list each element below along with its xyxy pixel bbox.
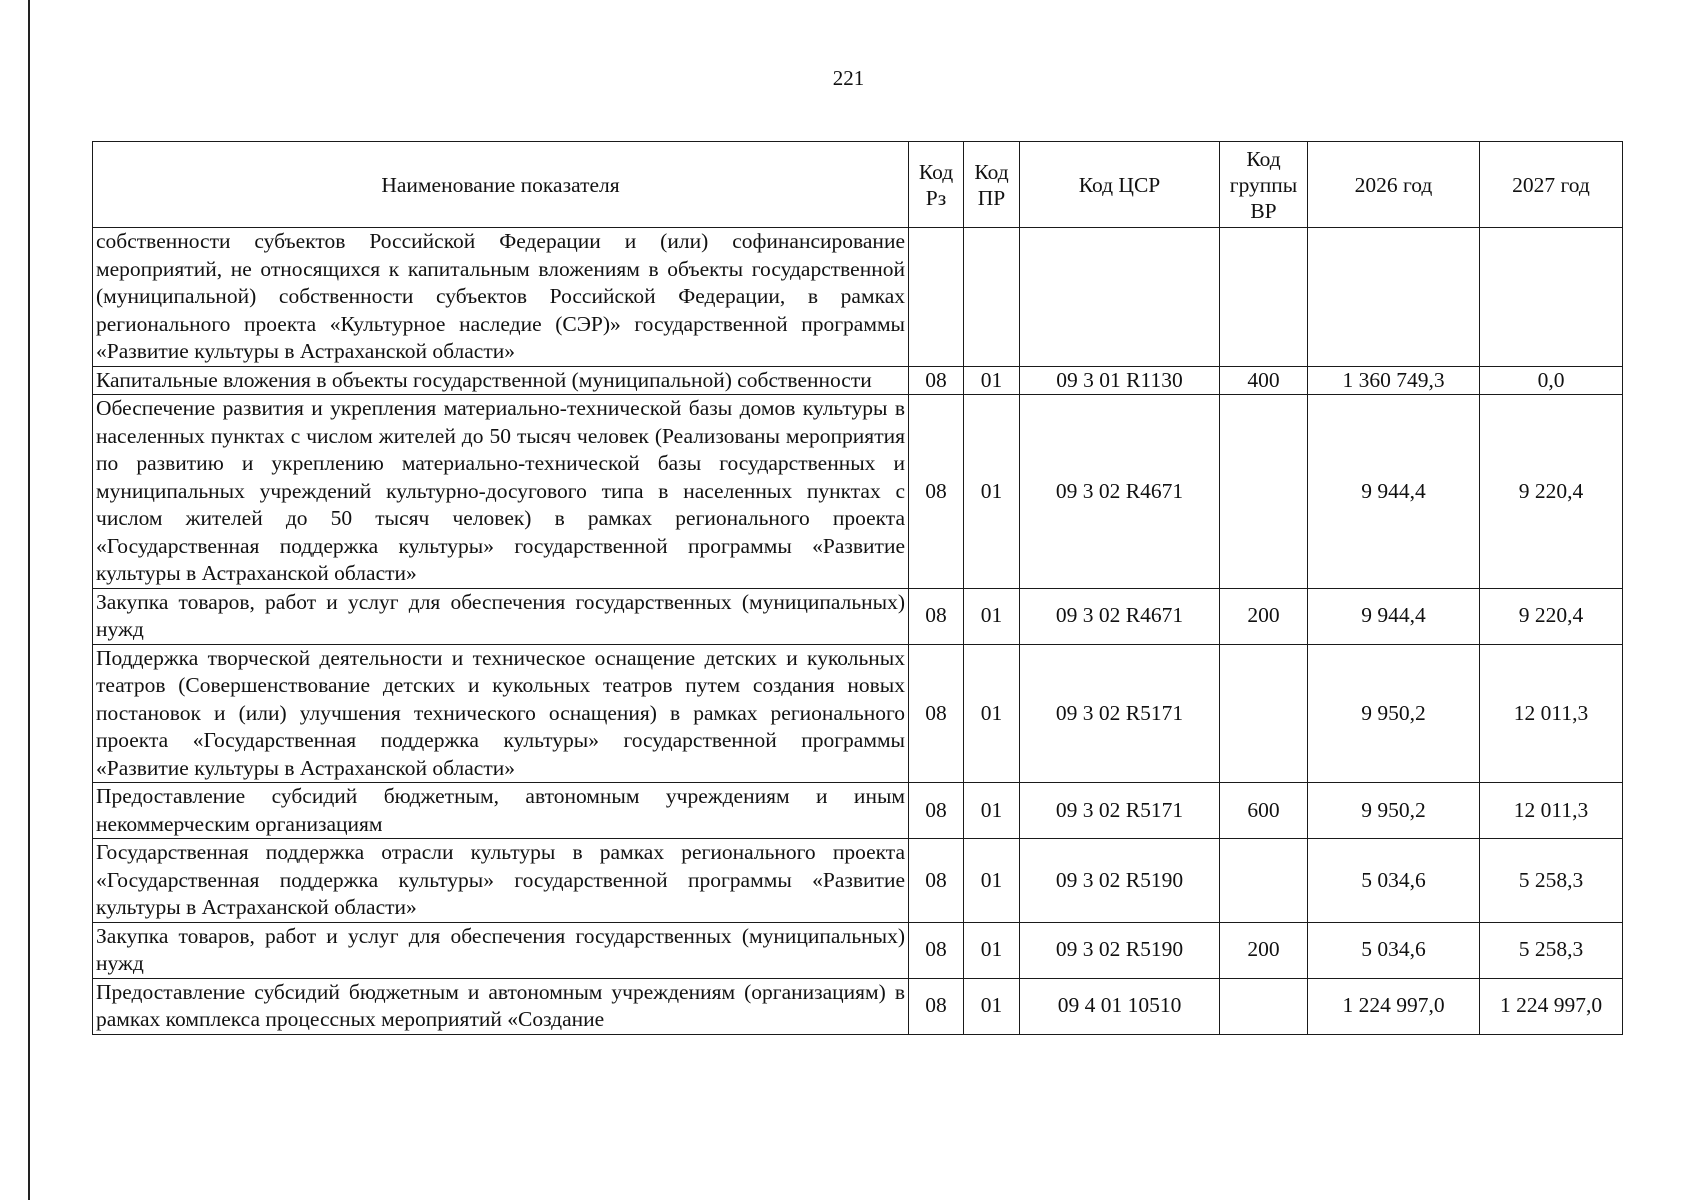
row-vr-cell: 600 [1220,783,1308,839]
row-2026-cell: 5 034,6 [1308,839,1480,923]
row-pr-cell: 01 [964,366,1020,395]
header-rz: Код Рз [909,142,964,228]
row-vr-cell [1220,644,1308,783]
row-2026-cell: 9 950,2 [1308,783,1480,839]
header-2027: 2027 год [1480,142,1623,228]
row-2026-cell: 1 224 997,0 [1308,978,1480,1034]
table-row [93,839,1623,923]
row-pr-cell: 01 [964,922,1020,978]
row-vr-cell [1220,395,1308,589]
table-row [93,978,1623,1034]
row-name-cell: Государственная поддержка отрасли культуры в рамках регионального проекта «Государственная поддержка культуры» государственной программы «Развитие культуры в Астраханской области» [93,839,909,923]
table-row [93,366,1623,395]
row-csr-cell: 09 3 02 R5190 [1020,839,1220,923]
row-vr-cell: 200 [1220,922,1308,978]
row-vr-cell [1220,228,1308,367]
row-pr-cell [964,228,1020,367]
row-rz-cell: 08 [909,588,964,644]
table-row [93,588,1623,644]
row-2026-cell: 1 360 749,3 [1308,366,1480,395]
row-rz-cell: 08 [909,978,964,1034]
header-2026: 2026 год [1308,142,1480,228]
row-rz-cell: 08 [909,839,964,923]
row-name-cell: Капитальные вложения в объекты государственной (муниципальной) собственности [93,366,909,395]
header-pr: Код ПР [964,142,1020,228]
row-2026-cell: 9 944,4 [1308,588,1480,644]
row-csr-cell: 09 4 01 10510 [1020,978,1220,1034]
row-pr-cell: 01 [964,978,1020,1034]
row-name-cell: Обеспечение развития и укрепления материально-технической базы домов культуры в населенных пунктах с числом жителей до 50 тысяч человек (Реализованы мероприятия по развитию и укреплению материально-технической базы государственных и муниципальных учреждений культурно-досугового типа в населенных пунктах с числом жителей до 50 тысяч человек) в рамках регионального проекта «Государственная поддержка культуры» государственной программы «Развитие культуры в Астраханской области» [93,395,909,589]
row-rz-cell: 08 [909,366,964,395]
scan-edge-line [28,0,30,1200]
row-csr-cell [1020,228,1220,367]
row-2027-cell: 12 011,3 [1480,783,1623,839]
row-rz-cell [909,228,964,367]
header-name: Наименование показателя [93,142,909,228]
row-name-cell: Предоставление субсидий бюджетным, автономным учреждениям и иным некоммерческим организациям [93,783,909,839]
table-row [93,395,1623,589]
row-pr-cell: 01 [964,783,1020,839]
row-2026-cell: 9 944,4 [1308,395,1480,589]
table-row [93,922,1623,978]
row-rz-cell: 08 [909,783,964,839]
row-name-cell: Закупка товаров, работ и услуг для обеспечения государственных (муниципальных) нужд [93,588,909,644]
row-2027-cell: 9 220,4 [1480,588,1623,644]
budget-table [92,141,1623,1035]
row-vr-cell [1220,839,1308,923]
row-pr-cell: 01 [964,644,1020,783]
row-name-cell: Закупка товаров, работ и услуг для обеспечения государственных (муниципальных) нужд [93,922,909,978]
row-2026-cell: 5 034,6 [1308,922,1480,978]
row-csr-cell: 09 3 01 R1130 [1020,366,1220,395]
row-csr-cell: 09 3 02 R4671 [1020,395,1220,589]
row-pr-cell: 01 [964,395,1020,589]
header-csr: Код ЦСР [1020,142,1220,228]
row-vr-cell [1220,978,1308,1034]
row-2027-cell [1480,228,1623,367]
row-2026-cell: 9 950,2 [1308,644,1480,783]
row-rz-cell: 08 [909,922,964,978]
row-2027-cell: 9 220,4 [1480,395,1623,589]
row-pr-cell: 01 [964,839,1020,923]
table-row [93,644,1623,783]
row-vr-cell: 400 [1220,366,1308,395]
row-rz-cell: 08 [909,644,964,783]
row-2026-cell [1308,228,1480,367]
row-2027-cell: 1 224 997,0 [1480,978,1623,1034]
table-header-row [93,142,1623,228]
row-csr-cell: 09 3 02 R5171 [1020,783,1220,839]
row-vr-cell: 200 [1220,588,1308,644]
table-row [93,228,1623,367]
row-csr-cell: 09 3 02 R4671 [1020,588,1220,644]
row-2027-cell: 12 011,3 [1480,644,1623,783]
row-csr-cell: 09 3 02 R5171 [1020,644,1220,783]
table-row [93,783,1623,839]
row-csr-cell: 09 3 02 R5190 [1020,922,1220,978]
row-pr-cell: 01 [964,588,1020,644]
row-2027-cell: 0,0 [1480,366,1623,395]
row-name-cell: Предоставление субсидий бюджетным и автономным учреждениям (организациям) в рамках комплекса процессных мероприятий «Создание [93,978,909,1034]
header-vr: Код группы ВР [1220,142,1308,228]
row-name-cell: Поддержка творческой деятельности и техническое оснащение детских и кукольных театров (Совершенствование детских и кукольных театров путем создания новых постановок и (или) улучшения технического оснащения) в рамках регионального проекта «Государственная поддержка культуры» государственной программы «Развитие культуры в Астраханской области» [93,644,909,783]
row-2027-cell: 5 258,3 [1480,922,1623,978]
row-2027-cell: 5 258,3 [1480,839,1623,923]
row-name-cell: собственности субъектов Российской Федерации и (или) софинансирование мероприятий, не относящихся к капитальным вложениям в объекты государственной (муниципальной) собственности субъектов Российской Федерации, в рамках регионального проекта «Культурное наследие (СЭР)» государственной программы «Развитие культуры в Астраханской области» [93,228,909,367]
page-number: 221 [832,66,865,90]
row-rz-cell: 08 [909,395,964,589]
